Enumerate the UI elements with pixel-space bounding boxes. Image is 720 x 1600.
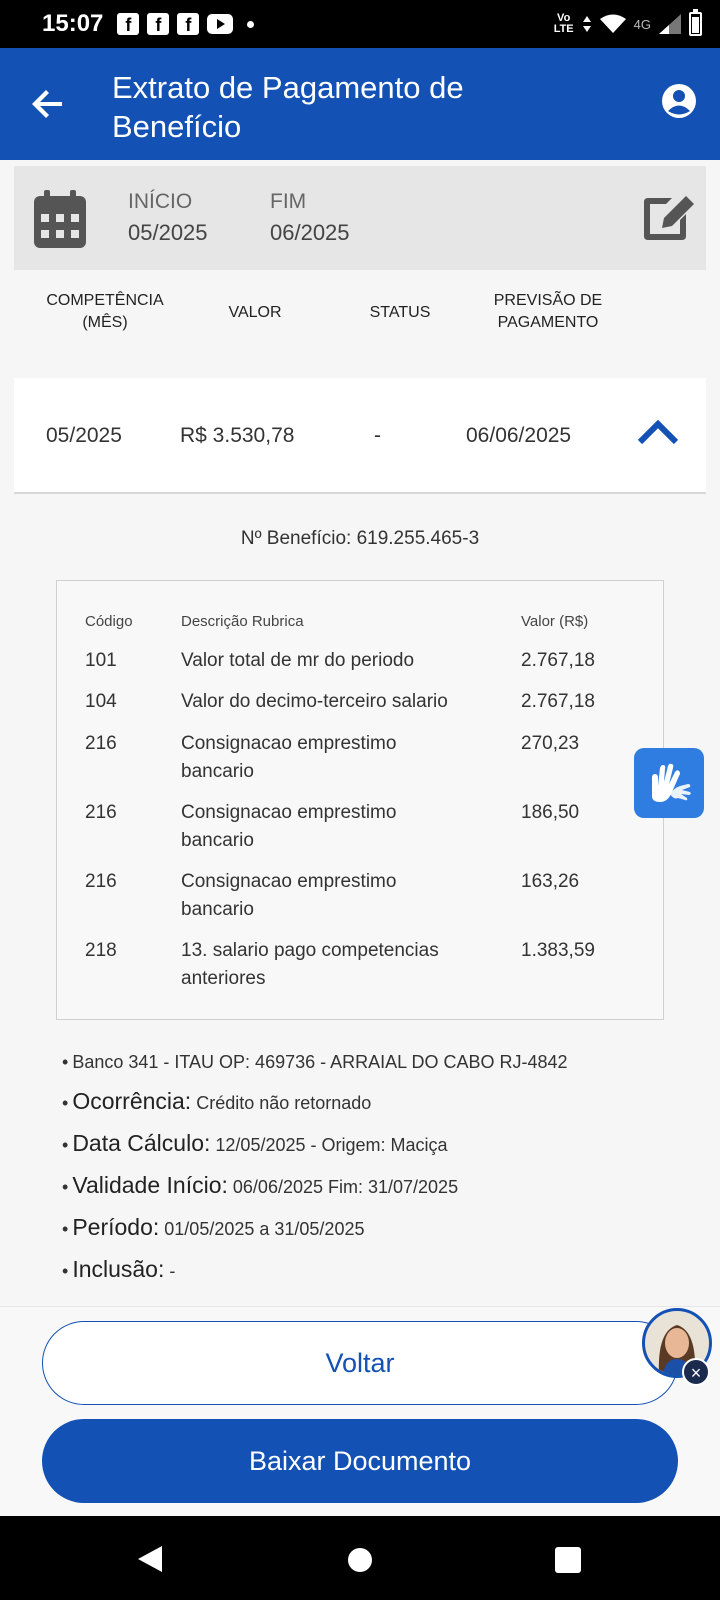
cell-codigo: 101 [85,650,117,671]
back-button[interactable] [28,84,68,124]
cell-descricao: Consignacao emprestimo bancario [181,733,397,782]
table-row[interactable] [14,378,706,494]
end-label: FIM [270,190,307,213]
row-previsao: 06/06/2025 [466,424,572,447]
end-period [270,190,350,246]
network-type: 4G [633,16,651,32]
cell-descricao: Consignacao emprestimo bancario [181,871,397,920]
cell-valor: 2.767,18 [521,691,595,712]
data-calculo-info [62,1130,448,1157]
facebook-icon: f [177,13,199,35]
bullet: • [62,1261,69,1281]
notification-icons [117,13,254,35]
start-value: 05/2025 [128,220,208,245]
header-codigo: Código [85,613,133,630]
bank-info [62,1052,568,1073]
chevron-up-icon [636,416,680,452]
benefit-number: Nº Benefício: 619.255.465-3 [240,528,480,549]
cell-valor: 186,50 [521,802,580,823]
cell-valor: 270,23 [521,733,580,754]
system-nav-bar [0,1516,720,1600]
cell-codigo: 216 [85,871,117,892]
bottom-actions [0,1306,720,1516]
page-title: Extrato de Pagamento de Benefício [112,70,464,144]
start-label: INÍCIO [128,190,193,213]
libras-accessibility-button[interactable] [634,748,704,818]
cell-codigo: 216 [85,733,117,754]
cell-descricao: Consignacao emprestimo bancario [181,802,397,851]
arrow-left-icon [28,84,68,124]
header-valor: Valor (R$) [521,613,589,630]
header-descricao: Descrição Rubrica [181,613,304,630]
bullet: • [62,1177,69,1197]
period-filter [14,166,706,270]
rubricas-table [56,580,664,1020]
cell-codigo: 104 [85,691,117,712]
bullet: • [62,1219,69,1239]
data-arrows-icon [582,14,592,34]
column-header-competencia: COMPETÊNCIA (MÊS) [46,292,164,331]
nav-back-icon[interactable] [136,1544,164,1574]
periodo-value: 01/05/2025 a 31/05/2025 [164,1219,365,1239]
account-button[interactable] [660,82,698,120]
ocorrencia-value: Crédito não retornado [196,1093,372,1113]
edit-period-button[interactable] [642,192,696,242]
cell-descricao: 13. salario pago competencias anteriores [181,940,439,989]
validade-value: 06/06/2025 Fim: 31/07/2025 [232,1177,459,1197]
column-header-previsao: PREVISÃO DE PAGAMENTO [493,292,603,331]
periodo-label: Período: [72,1214,160,1240]
start-period [128,190,208,246]
volte-indicator: Vo LTE [553,12,574,35]
status-bar [0,0,720,48]
close-assistant-button[interactable]: × [682,1358,710,1386]
ocorrencia-label: Ocorrência: [72,1088,192,1114]
cell-codigo: 216 [85,802,117,823]
bullet: • [62,1052,69,1072]
system-icons [554,12,702,36]
bullet: • [62,1135,69,1155]
data-calculo-label: Data Cálculo: [72,1130,211,1156]
collapse-button[interactable] [636,416,680,452]
inclusao-label: Inclusão: [72,1256,165,1282]
cell-valor: 2.767,18 [521,650,595,671]
inclusao-info [62,1256,175,1283]
cell-valor: 1.383,59 [521,940,595,961]
periodo-info [62,1214,364,1241]
row-valor: R$ 3.530,78 [180,424,295,447]
more-notifications-dot [247,21,254,28]
validade-label: Validade Início: [72,1172,228,1198]
cell-descricao: Valor total de mr do periodo [181,650,415,671]
app-bar [0,48,720,160]
row-status: - [374,424,381,447]
bullet: • [62,1093,69,1113]
account-circle-icon [660,82,698,120]
facebook-icon: f [147,13,169,35]
nav-home-icon[interactable] [346,1546,374,1574]
sign-language-hands-icon [634,748,704,818]
voltar-button[interactable]: Voltar [42,1321,678,1405]
baixar-documento-button[interactable]: Baixar Documento [42,1419,678,1503]
nav-recents-icon[interactable] [554,1546,582,1574]
validade-info [62,1172,458,1199]
column-header-valor: VALOR [228,304,282,321]
wifi-icon [600,14,626,34]
inclusao-value: - [169,1261,176,1281]
battery-icon [689,12,702,36]
bank-value: Banco 341 - ITAU OP: 469736 - ARRAIAL DO CABO RJ-4842 [72,1052,568,1072]
data-calculo-value: 12/05/2025 - Origem: Maciça [215,1135,448,1155]
signal-icon [659,14,681,34]
end-value: 06/2025 [270,220,350,245]
facebook-icon: f [117,13,139,35]
row-competencia: 05/2025 [46,424,122,447]
cell-codigo: 218 [85,940,117,961]
edit-icon [642,192,696,242]
status-time: 15:07 [42,10,104,37]
ocorrencia-info [62,1088,371,1115]
column-header-status: STATUS [369,304,431,321]
cell-descricao: Valor do decimo-terceiro salario [181,691,448,712]
youtube-icon [207,14,233,34]
calendar-icon [34,190,86,248]
cell-valor: 163,26 [521,871,580,892]
